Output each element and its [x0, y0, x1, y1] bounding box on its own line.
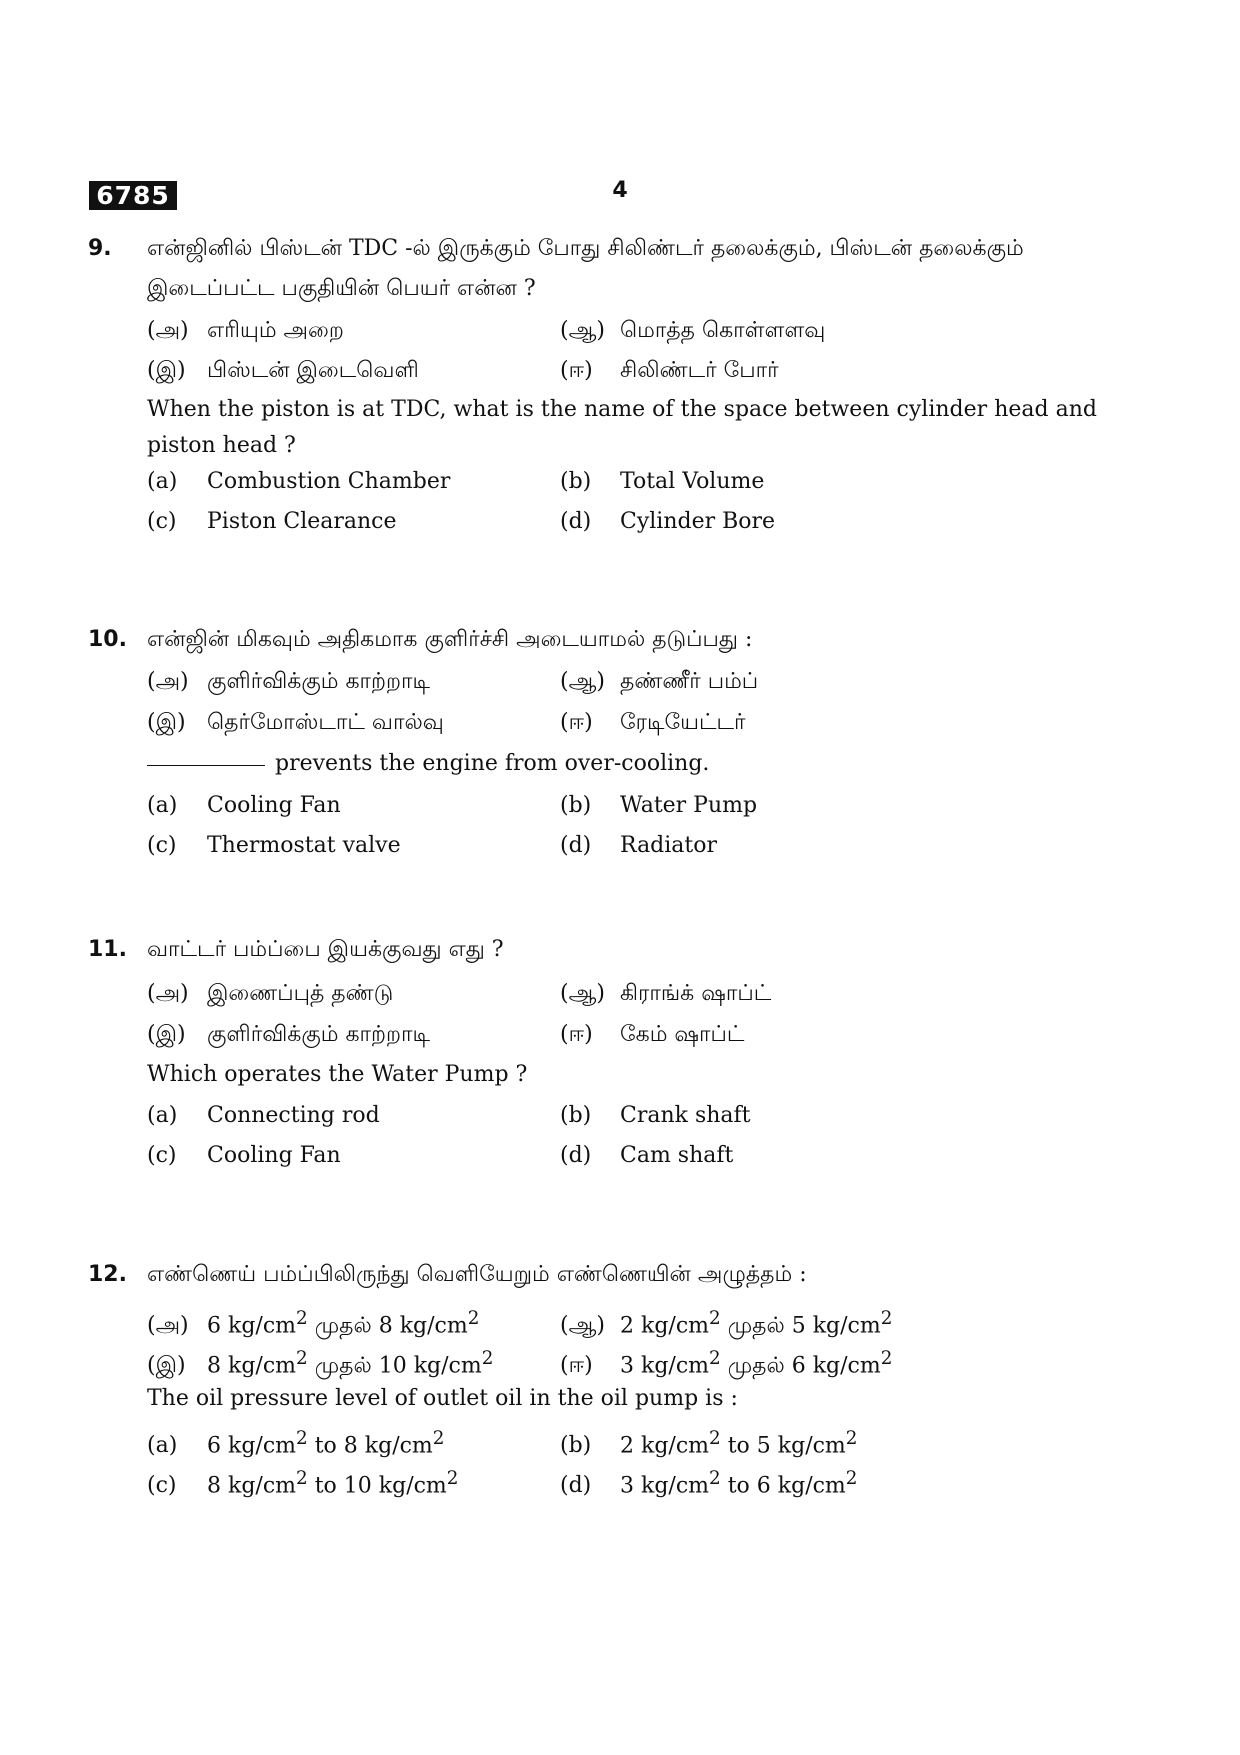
paper-code-badge: 6785: [89, 181, 177, 210]
question-text-english: Which operates the Water Pump ?: [147, 1062, 528, 1087]
option-english-d: (d) Radiator: [560, 833, 718, 858]
question-number: 9.: [88, 236, 112, 261]
option-english-b: (b) Crank shaft: [560, 1103, 751, 1128]
option-english-a: (a) 6 $kg/cm^2$ to 8 $kg/cm^2$: [147, 1428, 445, 1459]
option-english-a: (a) Connecting rod: [147, 1103, 380, 1128]
option-tamil-3: (இ) தெர்மோஸ்டாட் வால்வு: [147, 710, 444, 735]
option-english-d: (d) 3 $kg/cm^2$ to 6 $kg/cm^2$: [560, 1468, 858, 1499]
option-english-b: (b) Total Volume: [560, 469, 765, 494]
option-tamil-3: (இ) குளிர்விக்கும் காற்றாடி: [147, 1022, 430, 1047]
option-tamil-2: (ஆ) கிராங்க் ஷாப்ட்: [560, 981, 772, 1006]
option-tamil-2: (ஆ) மொத்த கொள்ளளவு: [560, 318, 826, 343]
question-text-english: prevents the engine from over-cooling.: [147, 751, 709, 777]
option-tamil-1: (அ) இணைப்புத் தண்டு: [147, 981, 394, 1006]
question-number: 11.: [88, 937, 127, 962]
option-tamil-3: (இ) பிஸ்டன் இடைவெளி: [147, 358, 419, 383]
option-tamil-4: (ஈ) கேம் ஷாப்ட்: [560, 1022, 745, 1047]
option-english-c: (c) Thermostat valve: [147, 833, 401, 858]
question-text-tamil: என்ஜினில் பிஸ்டன் TDC -ல் இருக்கும் போது சிலிண்டர் தலைக்கும், பிஸ்டன் தலைக்கும்: [147, 236, 1024, 261]
option-english-a: (a) Cooling Fan: [147, 793, 341, 818]
question-text-tamil: எண்ணெய் பம்ப்பிலிருந்து வெளியேறும் எண்ணெயின் அழுத்தம் :: [147, 1262, 807, 1287]
option-tamil-1: (அ) எரியும் அறை: [147, 318, 344, 343]
option-english-c: (c) Cooling Fan: [147, 1143, 341, 1168]
option-tamil-2: (ஆ) 2 $kg/cm^2$ முதல் 5 $kg/cm^2$: [560, 1308, 893, 1339]
option-english-c: (c) Piston Clearance: [147, 509, 397, 534]
option-tamil-4: (ஈ) சிலிண்டர் போர்: [560, 358, 779, 383]
option-english-b: (b) 2 $kg/cm^2$ to 5 $kg/cm^2$: [560, 1428, 858, 1459]
option-english-d: (d) Cylinder Bore: [560, 509, 776, 534]
question-number: 12.: [88, 1262, 127, 1287]
option-english-a: (a) Combustion Chamber: [147, 469, 451, 494]
page-number: 4: [612, 178, 628, 203]
option-english-d: (d) Cam shaft: [560, 1143, 734, 1168]
question-text-tamil-cont: இடைப்பட்ட பகுதியின் பெயர் என்ன ?: [147, 276, 536, 301]
question-text-english: The oil pressure level of outlet oil in the oil pump is :: [147, 1386, 738, 1411]
option-tamil-4: (ஈ) 3 $kg/cm^2$ முதல் 6 $kg/cm^2$: [560, 1348, 893, 1379]
option-english-c: (c) 8 $kg/cm^2$ to 10 $kg/cm^2$: [147, 1468, 459, 1499]
option-tamil-3: (இ) 8 $kg/cm^2$ முதல் 10 $kg/cm^2$: [147, 1348, 494, 1379]
option-tamil-1: (அ) குளிர்விக்கும் காற்றாடி: [147, 669, 430, 694]
option-tamil-1: (அ) 6 $kg/cm^2$ முதல் 8 $kg/cm^2$: [147, 1308, 480, 1339]
question-number: 10.: [88, 627, 127, 652]
option-english-b: (b) Water Pump: [560, 793, 758, 818]
question-text-english: When the piston is at TDC, what is the name of the space between cylinder head and piston head ?: [147, 397, 1097, 458]
answer-blank: [147, 765, 265, 766]
question-text-tamil: வாட்டர் பம்ப்பை இயக்குவது எது ?: [147, 937, 504, 962]
option-tamil-4: (ஈ) ரேடியேட்டர்: [560, 710, 746, 735]
option-tamil-2: (ஆ) தண்ணீர் பம்ப்: [560, 669, 759, 694]
question-text-tamil: என்ஜின் மிகவும் அதிகமாக குளிர்ச்சி அடையாமல் தடுப்பது :: [147, 627, 753, 652]
